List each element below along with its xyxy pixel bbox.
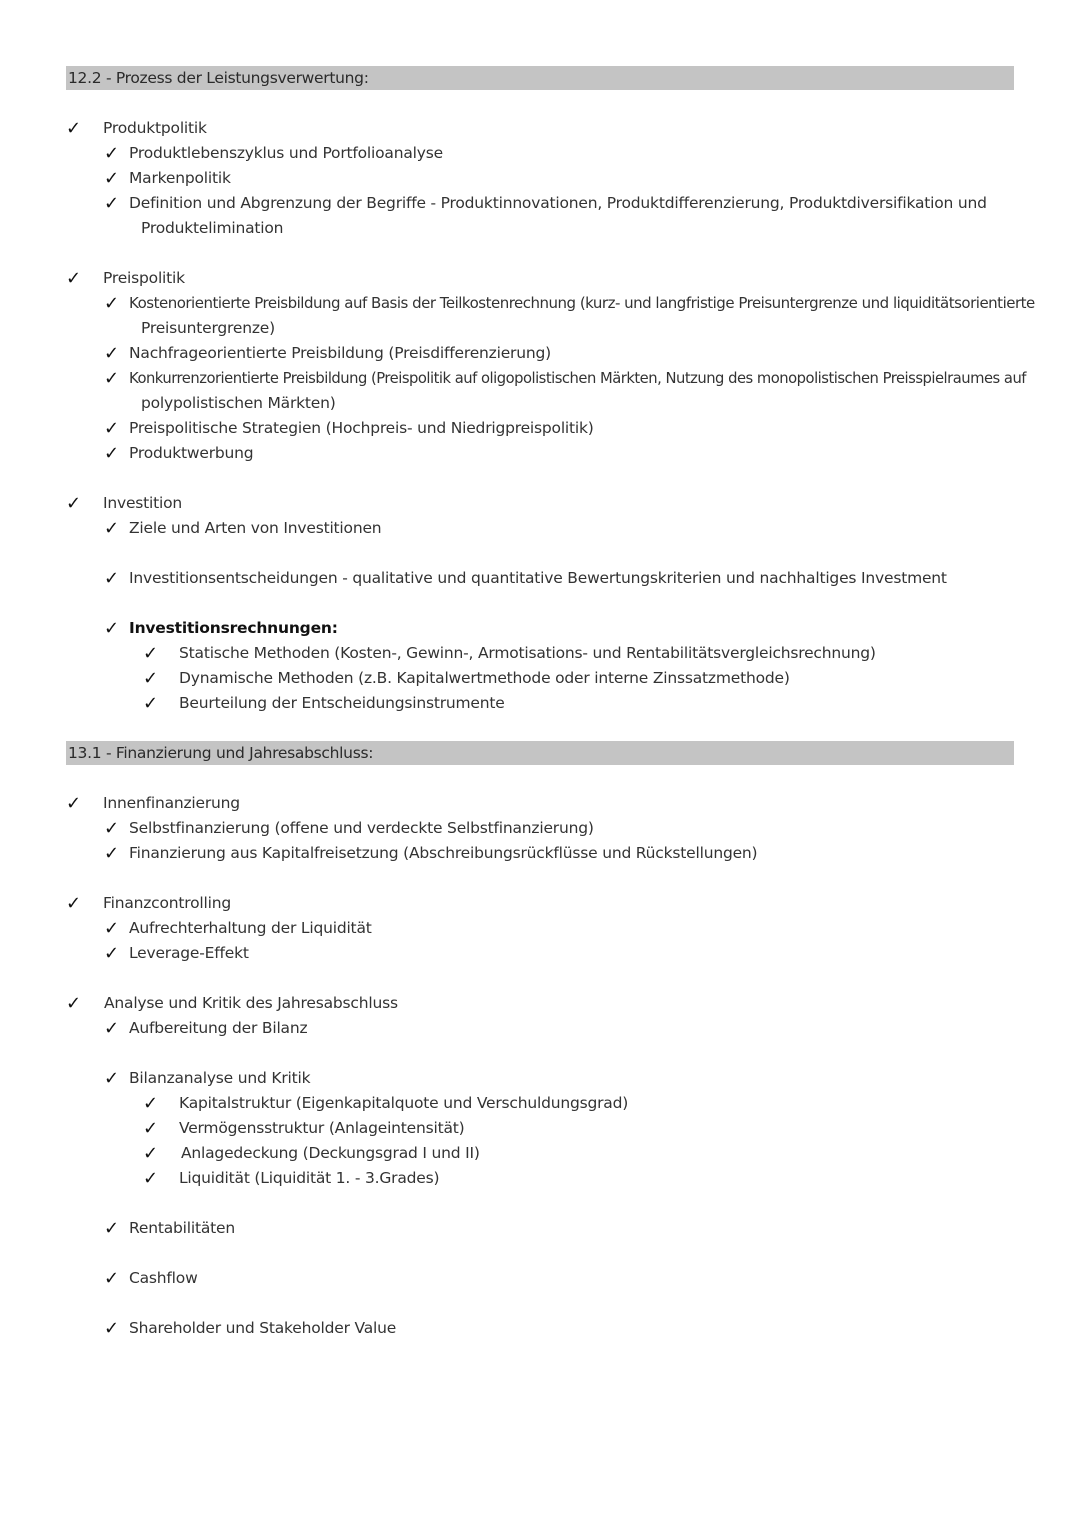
list-item: Markenpolitik (129, 169, 231, 187)
sub-list-item: Beurteilung der Entscheidungsinstrumente (179, 694, 505, 712)
list-item-continuation: Produktelimination (141, 219, 284, 237)
list-item: Kostenorientierte Preisbildung auf Basis der Teilkostenrechnung (kurz- und langfristige Preisuntergrenze und liquiditätsorientierte (129, 294, 1035, 312)
check-icon: ✓ (66, 993, 82, 1014)
check-icon: ✓ (104, 293, 120, 314)
list-item: Bilanzanalyse und Kritik (129, 1069, 311, 1087)
list-item: Definition und Abgrenzung der Begriffe - Produktinnovationen, Produktdifferenzierung, Produktdiversifikation und (129, 194, 987, 212)
check-icon: ✓ (143, 1143, 159, 1164)
section-header-13-1: 13.1 - Finanzierung und Jahresabschluss: (66, 741, 1014, 765)
list-item-continuation: Preisuntergrenze) (141, 319, 275, 337)
group-label-analyse-jahresabschluss: Analyse und Kritik des Jahresabschluss (104, 994, 398, 1012)
section-header-12-2: 12.2 - Prozess der Leistungsverwertung: (66, 66, 1014, 90)
check-icon: ✓ (143, 693, 159, 714)
check-icon: ✓ (143, 1168, 159, 1189)
sub-list-item: Liquidität (Liquidität 1. - 3.Grades) (179, 1169, 440, 1187)
check-icon: ✓ (104, 943, 120, 964)
check-icon: ✓ (104, 818, 120, 839)
check-icon: ✓ (104, 568, 120, 589)
list-item: Finanzierung aus Kapitalfreisetzung (Abschreibungsrückflüsse und Rückstellungen) (129, 844, 758, 862)
list-item: Investitionsentscheidungen - qualitative und quantitative Bewertungskriterien und nachhaltiges Investment (129, 569, 947, 587)
check-icon: ✓ (104, 343, 120, 364)
check-icon: ✓ (104, 518, 120, 539)
list-item: Aufrechterhaltung der Liquidität (129, 919, 372, 937)
check-icon: ✓ (143, 668, 159, 689)
sub-list-item: Statische Methoden (Kosten-, Gewinn-, Armotisations- und Rentabilitätsvergleichsrechnung) (179, 644, 876, 662)
list-item: Preispolitische Strategien (Hochpreis- und Niedrigpreispolitik) (129, 419, 594, 437)
check-icon: ✓ (104, 418, 120, 439)
check-icon: ✓ (104, 618, 120, 639)
list-item: Leverage-Effekt (129, 944, 249, 962)
check-icon: ✓ (104, 1218, 120, 1239)
group-label-investition: Investition (103, 494, 183, 512)
sub-list-item: Dynamische Methoden (z.B. Kapitalwertmethode oder interne Zinssatzmethode) (179, 669, 790, 687)
check-icon: ✓ (143, 1093, 159, 1114)
list-item: Produktlebenszyklus und Portfolioanalyse (129, 144, 443, 162)
check-icon: ✓ (143, 643, 159, 664)
list-item: Cashflow (129, 1269, 198, 1287)
list-item: Shareholder und Stakeholder Value (129, 1319, 397, 1337)
list-item: Nachfrageorientierte Preisbildung (Preisdifferenzierung) (129, 344, 551, 362)
check-icon: ✓ (143, 1118, 159, 1139)
check-icon: ✓ (66, 118, 82, 139)
sub-list-item: Kapitalstruktur (Eigenkapitalquote und Verschuldungsgrad) (179, 1094, 629, 1112)
list-item-heading: Investitionsrechnungen: (129, 619, 338, 637)
check-icon: ✓ (66, 268, 82, 289)
sub-list-item: Vermögensstruktur (Anlageintensität) (179, 1119, 465, 1137)
list-item-continuation: polypolistischen Märkten) (141, 394, 336, 412)
check-icon: ✓ (104, 1068, 120, 1089)
group-label-innenfinanzierung: Innenfinanzierung (103, 794, 240, 812)
list-item: Rentabilitäten (129, 1219, 235, 1237)
check-icon: ✓ (104, 843, 120, 864)
check-icon: ✓ (66, 493, 82, 514)
list-item: Selbstfinanzierung (offene und verdeckte Selbstfinanzierung) (129, 819, 594, 837)
group-label-preispolitik: Preispolitik (103, 269, 185, 287)
list-item: Aufbereitung der Bilanz (129, 1019, 308, 1037)
group-label-produktpolitik: Produktpolitik (103, 119, 207, 137)
check-icon: ✓ (66, 893, 82, 914)
check-icon: ✓ (66, 793, 82, 814)
sub-list-item: Anlagedeckung (Deckungsgrad I und II) (181, 1144, 480, 1162)
check-icon: ✓ (104, 143, 120, 164)
check-icon: ✓ (104, 1268, 120, 1289)
check-icon: ✓ (104, 168, 120, 189)
list-item: Konkurrenzorientierte Preisbildung (Preispolitik auf oligopolistischen Märkten, Nutzung des monopolistischen Preisspielraumes auf (129, 370, 1026, 387)
check-icon: ✓ (104, 918, 120, 939)
list-item: Ziele und Arten von Investitionen (129, 519, 382, 537)
check-icon: ✓ (104, 1018, 120, 1039)
group-label-finanzcontrolling: Finanzcontrolling (103, 894, 231, 912)
check-icon: ✓ (104, 1318, 120, 1339)
check-icon: ✓ (104, 443, 120, 464)
check-icon: ✓ (104, 368, 120, 389)
check-icon: ✓ (104, 193, 120, 214)
list-item: Produktwerbung (129, 444, 254, 462)
